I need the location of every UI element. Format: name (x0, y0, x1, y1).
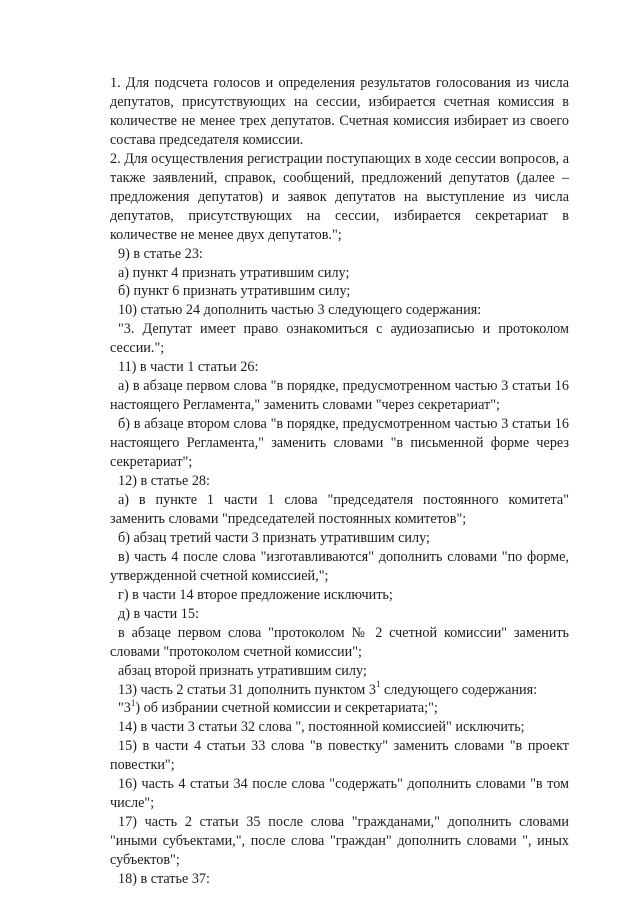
paragraph-item-18: 18) в статье 37: (118, 871, 210, 888)
paragraph-item-10-quote: "3. Депутат имеет право ознакомиться с аудиозаписью и протоколом сессии."; (110, 321, 569, 357)
paragraph-item-17: 17) часть 2 статьи 35 после слова "гражданами," дополнить словами "иными субъектами,", после слова "граждан" дополнить словами ", иных субъектов"; (110, 814, 569, 869)
paragraph-item-12v: в) часть 4 после слова "изготавливаются" дополнить словами "по форме, утвержденной счетной комиссией,"; (110, 548, 569, 584)
paragraph-item-11a: а) в абзаце первом слова "в порядке, предусмотренном частью 3 статьи 16 настоящего Регламента," заменить словами "через секретариат"; (110, 378, 569, 414)
item-13-tail: следующего содержания: (380, 681, 538, 698)
paragraph-item-9a: а) пункт 4 признать утратившим силу; (118, 264, 350, 281)
item-13-quote-superscript: 1 (130, 697, 136, 708)
paragraph-item-12b: б) абзац третий части 3 признать утратившим силу; (118, 529, 430, 546)
document-page (110, 74, 569, 889)
paragraph-item-12: 12) в статье 28: (118, 473, 210, 490)
paragraph-item-9: 9) в статье 23: (118, 245, 203, 262)
paragraph-item-12a: а) в пункте 1 части 1 слова "председателя постоянного комитета" заменить словами "председателей постоянных комитетов"; (110, 491, 569, 527)
paragraph-item-13 (110, 678, 569, 700)
paragraph-item-10: 10) статью 24 дополнить частью 3 следующего содержания: (118, 302, 482, 319)
item-13-quote-text: ) об избрании счетной комиссии и секретариата;"; (135, 700, 438, 717)
paragraph-item-11: 11) в части 1 статьи 26: (118, 359, 259, 376)
paragraph-item-12d-abz1: в абзаце первом слова "протоколом № 2 счетной комиссии" заменить словами "протоколом счетной комиссии"; (110, 624, 569, 660)
item-13-superscript: 1 (375, 678, 381, 689)
paragraph-item-16: 16) часть 4 статьи 34 после слова "содержать" дополнить словами "в том числе"; (110, 776, 569, 812)
paragraph-item-12g: г) в части 14 второе предложение исключить; (118, 586, 393, 603)
paragraph-1: 1. Для подсчета голосов и определения результатов голосования из числа депутатов, присутствующих на сессии, избирается счетная комиссия в количестве не менее трех депутатов. Счетная комиссия избирает из своего состава председателя комиссии. (110, 75, 569, 148)
paragraph-item-12d-abz2: абзац второй признать утратившим силу; (118, 662, 367, 679)
paragraph-2: 2. Для осуществления регистрации поступающих в ходе сессии вопросов, а также заявлений, справок, сообщений, предложений депутатов (далее – предложения депутатов) и заявок депутатов на выступление из числа депутатов, присутствующих на сессии, избирается секретариат в количестве не менее двух депутатов."; (110, 150, 569, 243)
item-13-quote-pre: "3 (118, 700, 131, 717)
paragraph-item-15: 15) в части 4 статьи 33 слова "в повестку" заменить словами "в проект повестки"; (110, 738, 569, 774)
item-13-text: 13) часть 2 статьи 31 дополнить пунктом 3 (118, 681, 376, 698)
paragraph-item-13-quote (110, 699, 569, 718)
paragraph-item-9b: б) пункт 6 признать утратившим силу; (118, 283, 351, 300)
paragraph-item-12d: д) в части 15: (118, 605, 199, 622)
paragraph-item-14: 14) в части 3 статьи 32 слова ", постоянной комиссией" исключить; (118, 719, 525, 736)
paragraph-item-11b: б) в абзаце втором слова "в порядке, предусмотренном частью 3 статьи 16 настоящего Регламента," заменить словами "в письменной форме через секретариат"; (110, 416, 569, 471)
